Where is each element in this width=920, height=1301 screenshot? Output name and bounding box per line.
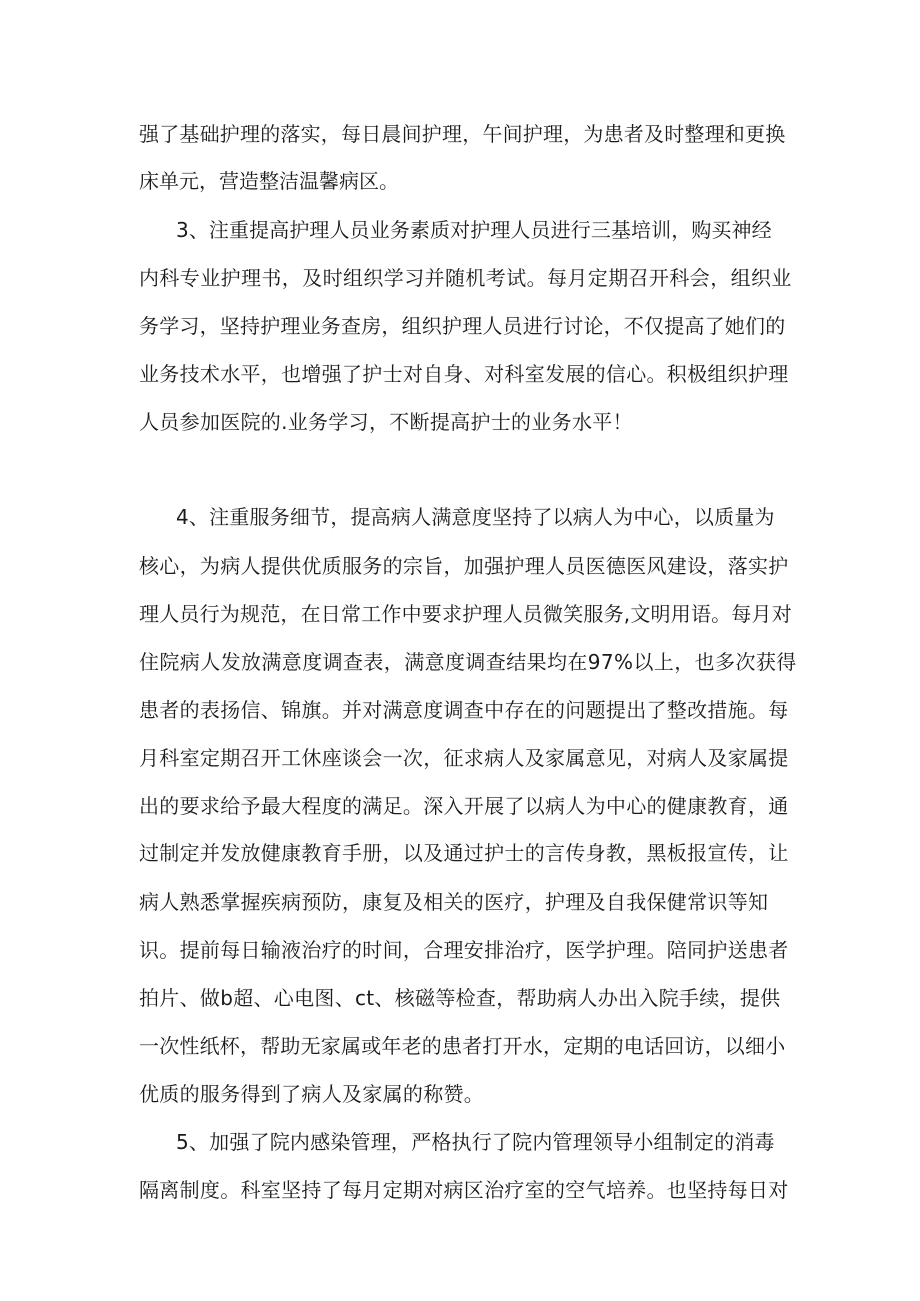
text-line: 优质的服务得到了病人及家属的称赞。 — [139, 1082, 485, 1106]
paragraph-4-start: 4、注重服务细节，提高病人满意度坚持了以病人为中心，以质量为 — [176, 505, 775, 529]
text-line: 人员参加医院的.业务学习，不断提高护士的业务水平！ — [139, 410, 633, 434]
text-line: 出的要求给予最大程度的满足。深入开展了以病人为中心的健康教育，通 — [139, 794, 789, 818]
paragraph-5-start: 5、加强了院内感染管理，严格执行了院内管理领导小组制定的消毒 — [176, 1130, 775, 1154]
text-line: 隔离制度。科室坚持了每月定期对病区治疗室的空气培养。也坚持每日对 — [139, 1178, 789, 1202]
text-line: 住院病人发放满意度调查表，满意度调查结果均在97%以上，也多次获得 — [139, 650, 797, 674]
text-line: 床单元，营造整洁温馨病区。 — [139, 169, 399, 193]
text-line: 强了基础护理的落实，每日晨间护理，午间护理，为患者及时整理和更换 — [139, 122, 786, 146]
text-line: 内科专业护理书，及时组织学习并随机考试。每月定期召开科会，组织业 — [139, 266, 792, 290]
text-line: 一次性纸杯，帮助无家属或年老的患者打开水，定期的电话回访，以细小 — [139, 1034, 786, 1058]
text-line: 核心，为病人提供优质服务的宗旨，加强护理人员医德医风建设，落实护 — [139, 554, 789, 578]
text-line: 务学习，坚持护理业务查房，组织护理人员进行讨论，不仅提高了她们的 — [139, 314, 786, 338]
text-line: 理人员行为规范，在日常工作中要求护理人员微笑服务,文明用语。每月对 — [139, 602, 792, 626]
text-line: 拍片、做b超、心电图、ct、核磁等检查，帮助病人办出入院手续，提供 — [139, 986, 781, 1010]
text-line: 识。提前每日输液治疗的时间，合理安排治疗，医学护理。陪同护送患者 — [139, 938, 789, 962]
text-line: 业务技术水平，也增强了护士对自身、对科室发展的信心。积极组织护理 — [139, 362, 789, 386]
text-line: 过制定并发放健康教育手册，以及通过护士的言传身教，黑板报宣传，让 — [139, 841, 789, 865]
paragraph-3-start: 3、注重提高护理人员业务素质对护理人员进行三基培训，购买神经 — [176, 218, 772, 242]
text-line: 病人熟悉掌握疾病预防，康复及相关的医疗，护理及自我保健常识等知 — [139, 890, 769, 914]
text-line: 患者的表扬信、锦旗。并对满意度调查中存在的问题提出了整改措施。每 — [139, 698, 789, 722]
text-line: 月科室定期召开工休座谈会一次，征求病人及家属意见，对病人及家属提 — [139, 746, 789, 770]
